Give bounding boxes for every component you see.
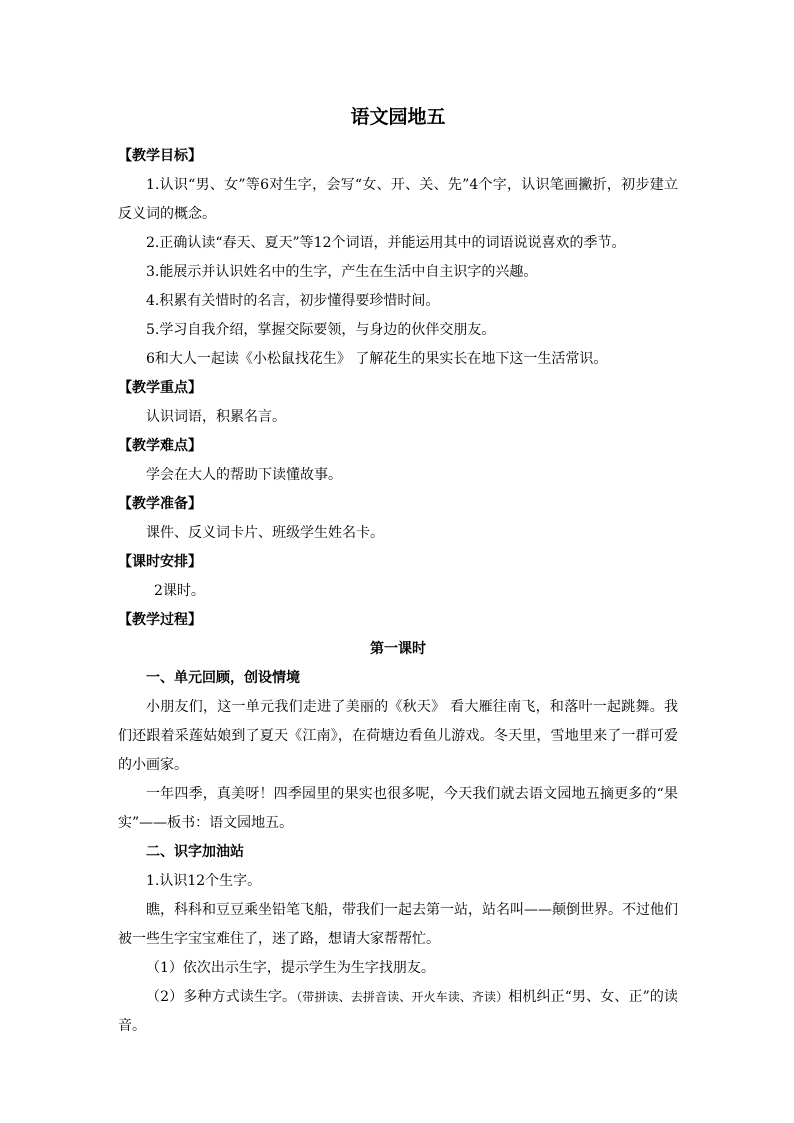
document-page xyxy=(118,102,678,1041)
section2-step xyxy=(118,983,678,1041)
section2-step2-note: 相机纠正“男、女、正”的读音。 xyxy=(118,989,678,1034)
section2-step2-methods: （带拼读、去拼音读、开火车读、齐读） xyxy=(296,990,509,1004)
lesson1-title: 第一课时 xyxy=(370,641,426,657)
process-heading: 【教学过程】 xyxy=(118,612,202,628)
section1-paragraph: 小朋友们，这一单元我们走进了美丽的《秋天》 看大雁往南飞，和落叶一起跳舞。我们还跟着采莲姑娘到了夏天《江南》，在荷塘边看鱼儿游戏。冬天里，雪地里来了一群可爱的小画家。 xyxy=(118,699,678,773)
focus-heading: 【教学重点】 xyxy=(118,380,202,396)
schedule-heading: 【课时安排】 xyxy=(118,554,202,570)
section2-heading: 二、识字加油站 xyxy=(146,844,244,860)
goal-item: 4.积累有关惜时的名言，初步懂得要珍惜时间。 xyxy=(146,293,440,309)
goals-heading: 【教学目标】 xyxy=(118,148,202,164)
section2-paragraph: 瞧，科科和豆豆乘坐铅笔飞船，带我们一起去第一站，站名叫——颠倒世界。不过他们被一些生字宝宝难住了，迷了路，想请大家帮帮忙。 xyxy=(118,902,678,947)
goal-item: 2.正确认读“春天、夏天”等12个词语，并能运用其中的词语说说喜欢的季节。 xyxy=(146,235,626,251)
goal-item: 1.认识“男、女”等6对生字，会写“女、开、关、先”4个字，认识笔画撇折，初步建立反义词的概念。 xyxy=(118,177,678,222)
section2-step2-label: （2）多种方式读生字。 xyxy=(146,989,297,1005)
goal-item: 6和大人一起读《小松鼠找花生》 了解花生的果实长在地下这一生活常识。 xyxy=(146,351,608,367)
difficulty-heading: 【教学难点】 xyxy=(118,438,202,454)
section1-paragraph: 一年四季，真美呀！四季园里的果实也很多呢，今天我们就去语文园地五摘更多的“果实”——板书：语文园地五。 xyxy=(118,786,678,831)
section2-item: 1.认识12个生字。 xyxy=(146,873,262,889)
prep-heading: 【教学准备】 xyxy=(118,496,202,512)
difficulty-text: 学会在大人的帮助下读懂故事。 xyxy=(146,467,342,483)
prep-text: 课件、反义词卡片、班级学生姓名卡。 xyxy=(146,525,384,541)
schedule-text: 2课时。 xyxy=(154,583,205,599)
section2-step: （1）依次出示生字，提示学生为生字找朋友。 xyxy=(146,960,435,976)
goal-item: 5.学习自我介绍，掌握交际要领，与身边的伙伴交朋友。 xyxy=(146,322,496,338)
section1-heading: 一、单元回顾，创设情境 xyxy=(146,670,300,686)
focus-text: 认识词语，积累名言。 xyxy=(146,409,286,425)
document-title: 语文园地五 xyxy=(350,106,446,128)
goal-item: 3.能展示并认识姓名中的生字，产生在生活中自主识字的兴趣。 xyxy=(146,264,538,280)
